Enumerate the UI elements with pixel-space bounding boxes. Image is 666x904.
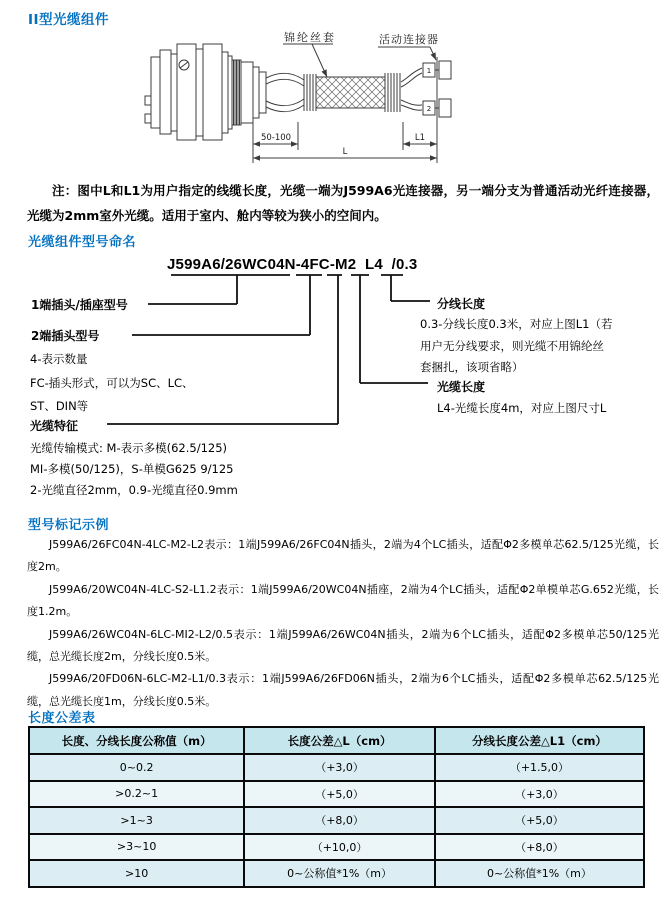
table-row [29, 781, 644, 808]
naming-note-plug1: FC-插头形式，可以为SC、LC、 [30, 376, 194, 390]
cell-nominal: >10 [29, 860, 244, 887]
label-cable-feature: 光缆特征 [30, 419, 79, 433]
table-row [29, 807, 644, 834]
naming-note-qty: 4-表示数量 [30, 352, 88, 366]
label-cable-length: 光缆长度 [437, 380, 486, 394]
table-header-row [29, 727, 644, 754]
col-header-branch-tol: 分线长度公差△L1（cm） [435, 727, 644, 754]
branch-connector-1 [423, 63, 435, 77]
naming-note-plug2: ST、DIN等 [30, 399, 89, 413]
port1-label: 1 [426, 67, 432, 75]
cell-nominal: 0~0.2 [29, 754, 244, 781]
label-end2-type: 2端插头型号 [31, 329, 100, 343]
plug-flange [151, 57, 160, 128]
example-paragraph: J599A6/20FD06N-6LC-M2-L1/0.3表示：1端J599A6/26FD06N插头，2端为6个LC插头，适配Φ2多模单芯62.5/125光缆，总光缆长度1m，分线长度0.5米。 [27, 672, 659, 708]
label-branch-length: 分线长度 [437, 297, 486, 311]
tolerance-table [28, 726, 645, 888]
branch-desc-line3: 套捆扎，该项省略） [420, 360, 524, 374]
naming-note-mode1: 光缆传输模式: M-表示多模(62.5/125) [30, 441, 228, 455]
model-number: J599A6/26WC04N-4FC-M2 L4 /0.3 [167, 256, 418, 273]
dimension-total: L [342, 147, 348, 157]
col-header-nominal: 长度、分线长度公称值（m） [29, 727, 244, 754]
page-title: II型光缆组件 [28, 12, 110, 28]
cell-branch-tol: （+3,0） [435, 781, 644, 808]
knurled-ring [232, 60, 241, 125]
branch-desc-line2: 用户无分线要求，则光缆不用锦纶丝 [420, 339, 604, 353]
cell-branch-tol: （+5,0） [435, 807, 644, 834]
branch-desc-line1: 0.3-分线长度0.3米，对应上图L1（若 [420, 317, 613, 331]
col-header-length-tol: 长度公差△L（cm） [244, 727, 435, 754]
naming-note-mode2: MI-多模(50/125)，S-单模G625 9/125 [30, 462, 234, 476]
label-end1-type: 1端插头/插座型号 [31, 298, 128, 312]
length-desc: L4-光缆长度4m，对应上图尺寸L [437, 401, 607, 415]
table-row [29, 860, 644, 887]
connector-leader-line [430, 47, 436, 60]
cell-branch-tol: （+8,0） [435, 834, 644, 861]
cell-length-tol: （+8,0） [244, 807, 435, 834]
polarization-mark [179, 60, 189, 70]
cell-nominal: >1~3 [29, 807, 244, 834]
cell-branch-tol: （+1.5,0） [435, 754, 644, 781]
cell-length-tol: （+5,0） [244, 781, 435, 808]
braid-leader-line [312, 44, 327, 77]
cell-nominal: >0.2~1 [29, 781, 244, 808]
branch-connector-2 [423, 101, 435, 115]
braid-sleeve [316, 77, 385, 108]
example-paragraph: J599A6/20WC04N-4LC-S2-L1.2表示：1端J599A6/20WC04N插座，2端为4个LC插头，适配Φ2单模单芯G.652光缆，长度1.2m。 [27, 582, 659, 619]
cell-length-tol: 0~公称值*1%（m） [244, 860, 435, 887]
naming-note-diam: 2-光缆直径2mm，0.9-光缆直径0.9mm [30, 483, 238, 497]
note-paragraph: 注：图中L和L1为用户指定的线缆长度，光缆一端为J599A6光连接器，另一端分支为普通活动光纤连接器，光缆为2mm室外光缆。适用于室内、舱内等较为狭小的空间内。 [27, 183, 659, 223]
braid-label: 锦纶丝套 [284, 31, 336, 44]
cell-nominal: >3~10 [29, 834, 244, 861]
naming-heading: 光缆组件型号命名 [28, 235, 137, 250]
dimension-fanout: 50-100 [260, 133, 292, 143]
port2-label: 2 [426, 105, 432, 113]
example-paragraph: J599A6/26WC04N-6LC-MI2-L2/0.5表示：1端J599A6/26WC04N插头，2端为6个LC插头，适配Φ2多模单芯50/125光缆，总光缆长度2m，分线长度0.5米。 [27, 627, 659, 664]
examples-body [27, 534, 659, 713]
example-paragraph: J599A6/26FC04N-4LC-M2-L2表示：1端J599A6/26FC04N插头，2端为4个LC插头，适配Φ2多模单芯62.5/125光缆，长度2m。 [27, 538, 659, 574]
examples-heading: 型号标记示例 [28, 518, 110, 533]
table-row [29, 834, 644, 861]
table-row [29, 754, 644, 781]
cell-branch-tol: 0~公称值*1%（m） [435, 860, 644, 887]
cell-length-tol: （+3,0） [244, 754, 435, 781]
tolerance-heading: 长度公差表 [28, 711, 96, 726]
dimension-branch: L1 [414, 133, 426, 143]
cell-length-tol: （+10,0） [244, 834, 435, 861]
connector-label: 活动连接器 [379, 33, 439, 46]
